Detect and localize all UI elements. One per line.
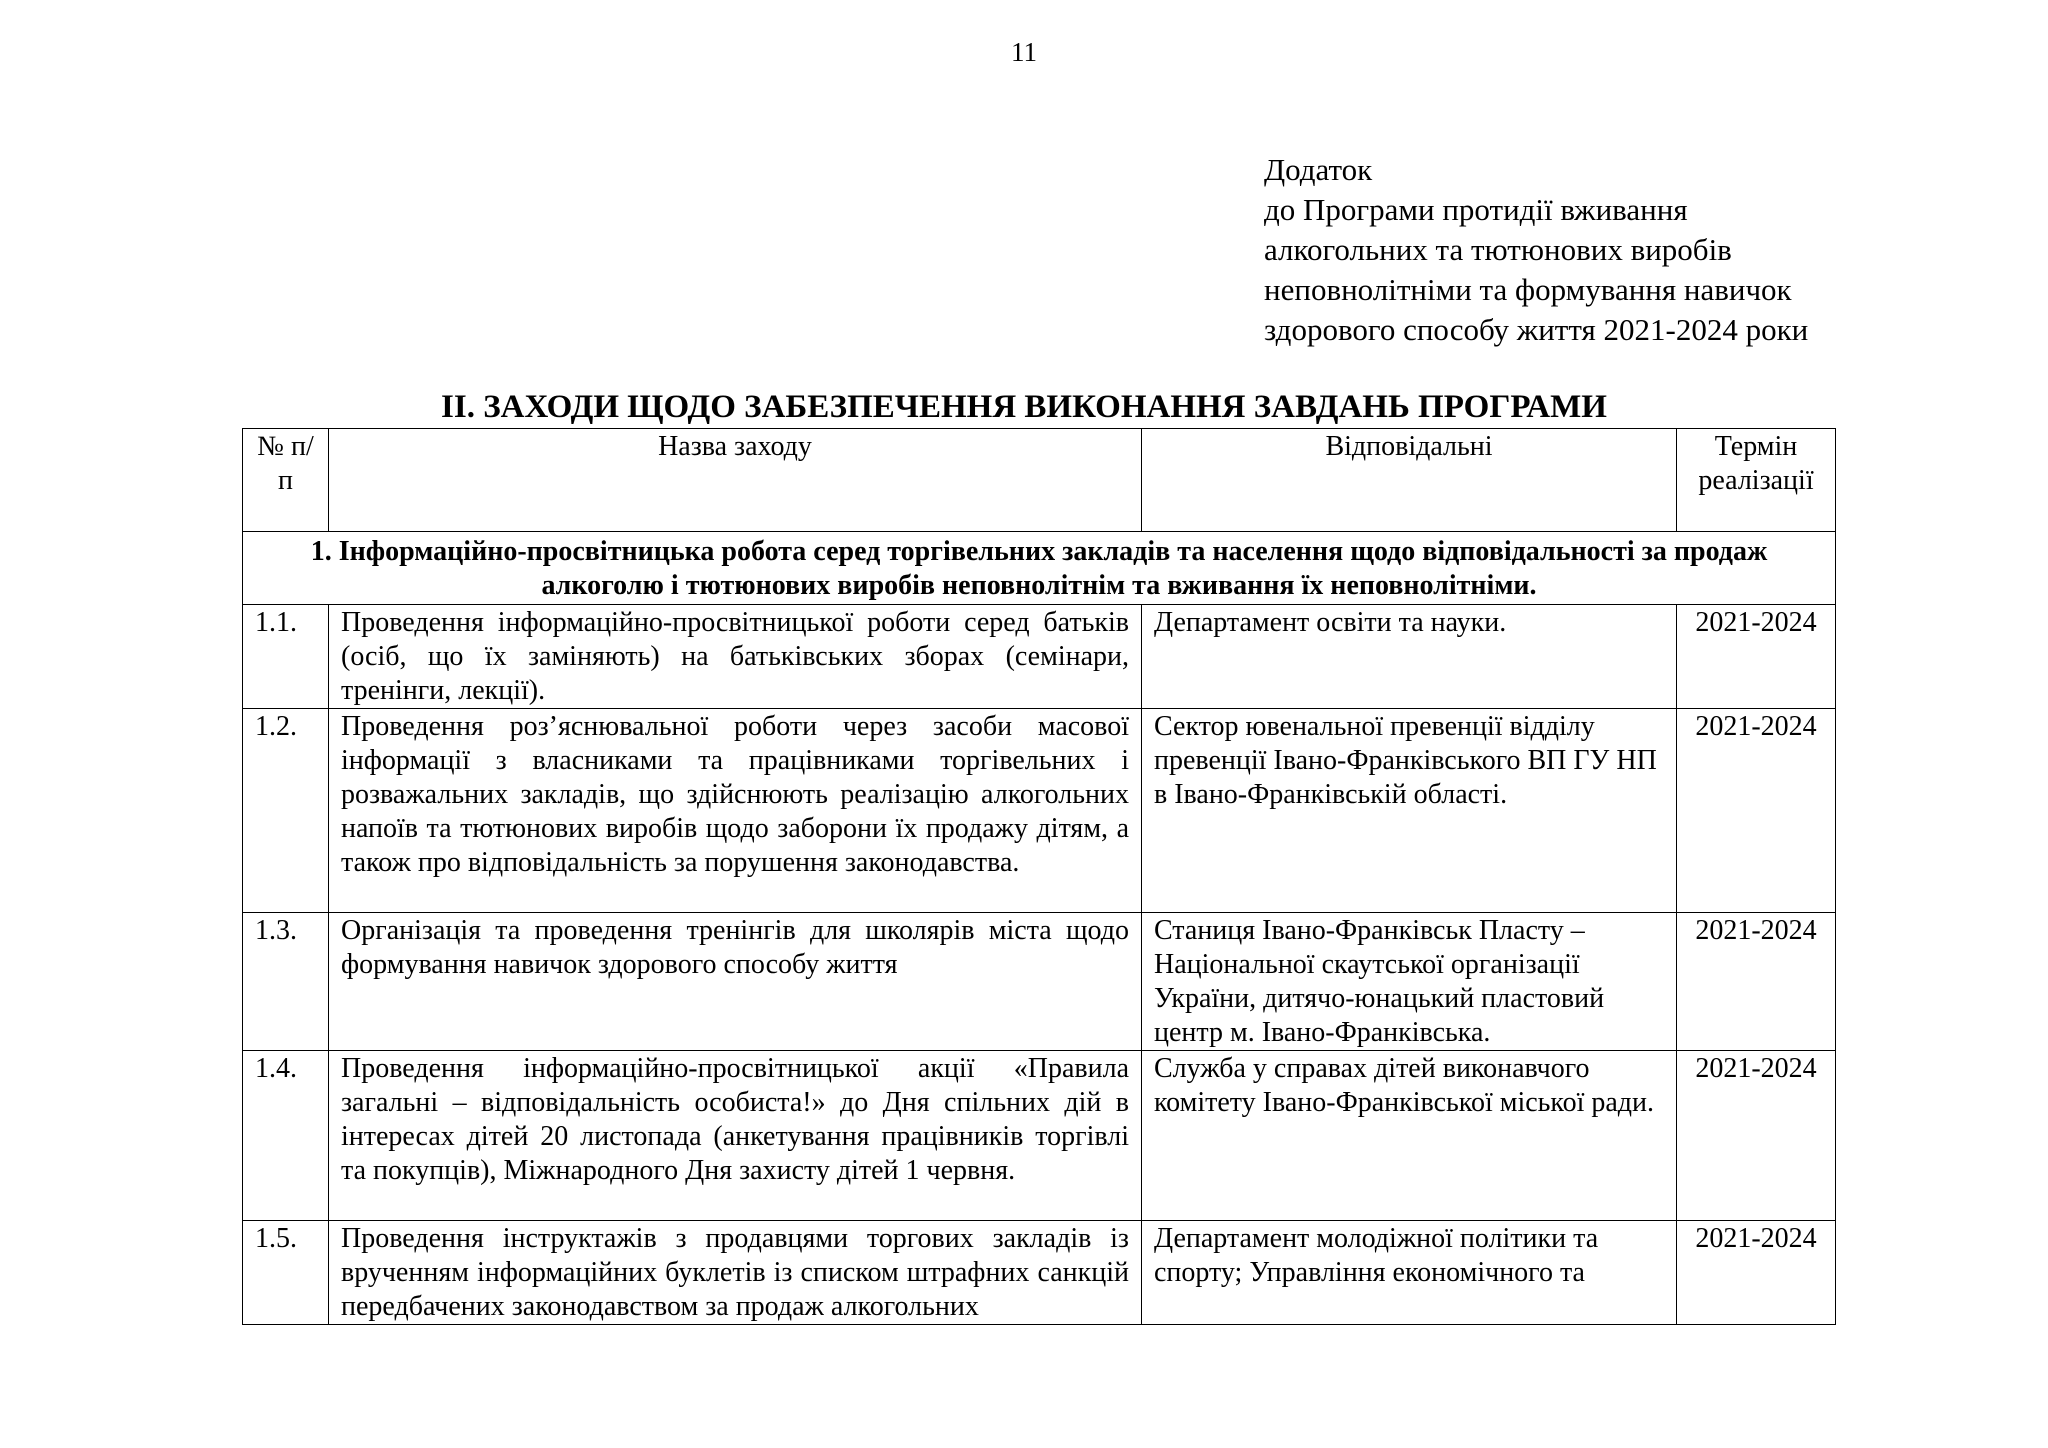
row-term: 2021-2024 [1677,1221,1836,1325]
appendix-line: Додаток [1264,152,1373,187]
appendix-line: алкогольних та тютюнових виробів [1264,232,1732,267]
section-row [243,532,1836,605]
row-name: Організація та проведення тренінгів для школярів міста щодо формування навичок здорового способу життя [329,913,1142,1051]
row-term: 2021-2024 [1677,1051,1836,1221]
table-row [243,913,1836,1051]
appendix-line: неповнолітніми та формування навичок [1264,272,1792,307]
row-responsible: Станиця Івано-Франківськ Пласту – Національної скаутської організації України, дитячо-юнацький пластовий центр м. Івано-Франківська. [1142,913,1677,1051]
table-row [243,605,1836,709]
row-term: 2021-2024 [1677,709,1836,913]
header-term: Термін реалізації [1677,429,1836,532]
row-number: 1.1. [243,605,329,709]
appendix-block [1264,150,2024,350]
row-number: 1.5. [243,1221,329,1325]
row-responsible: Департамент освіти та науки. [1142,605,1677,709]
appendix-line: до Програми протидії вживання [1264,192,1688,227]
header-name: Назва заходу [329,429,1142,532]
row-number: 1.4. [243,1051,329,1221]
measures-table [242,428,1836,1325]
row-name: Проведення роз’яснювальної роботи через засоби масової інформації з власниками та працівниками торгівельних і розважальних закладів, що здійснюють реалізацію алкогольних напоїв та тютюнових виробів щодо заборони їх продажу дітям, а також про відповідальність за порушення законодавства. [329,709,1142,913]
section-title: ІІ. ЗАХОДИ ЩОДО ЗАБЕЗПЕЧЕННЯ ВИКОНАННЯ ЗАВДАНЬ ПРОГРАМИ [441,389,1607,425]
table-row [243,709,1836,913]
row-responsible: Сектор ювенальної превенції відділу превенції Івано-Франківського ВП ГУ НП в Івано-Франківській області. [1142,709,1677,913]
row-term: 2021-2024 [1677,913,1836,1051]
row-number: 1.2. [243,709,329,913]
row-responsible: Служба у справах дітей виконавчого комітету Івано-Франківської міської ради. [1142,1051,1677,1221]
row-responsible: Департамент молодіжної політики та спорту; Управління економічного та [1142,1221,1677,1325]
row-name: Проведення інформаційно-просвітницької роботи серед батьків (осіб, що їх заміняють) на батьківських зборах (семінари, тренінги, лекції). [329,605,1142,709]
row-name: Проведення інформаційно-просвітницької акції «Правила загальні – відповідальність особиста!» до Дня спільних дій в інтересах дітей 20 листопада (анкетування працівників торгівлі та покупців), Міжнародного Дня захисту дітей 1 червня. [329,1051,1142,1221]
table-row [243,1051,1836,1221]
table-row [243,1221,1836,1325]
page-number: 11 [1011,37,1037,67]
section-row-title: 1. Інформаційно-просвітницька робота серед торгівельних закладів та населення щодо відповідальності за продаж алкоголю і тютюнових виробів неповнолітнім та вживання їх неповнолітніми. [243,532,1836,605]
row-name: Проведення інструктажів з продавцями торгових закладів із врученням інформаційних буклетів із списком штрафних санкцій передбачених законодавством за продаж алкогольних [329,1221,1142,1325]
header-responsible: Відповідальні [1142,429,1677,532]
row-number: 1.3. [243,913,329,1051]
header-number: № п/п [243,429,329,532]
table-header-row [243,429,1836,532]
row-term: 2021-2024 [1677,605,1836,709]
appendix-line: здорового способу життя 2021-2024 роки [1264,312,1809,347]
